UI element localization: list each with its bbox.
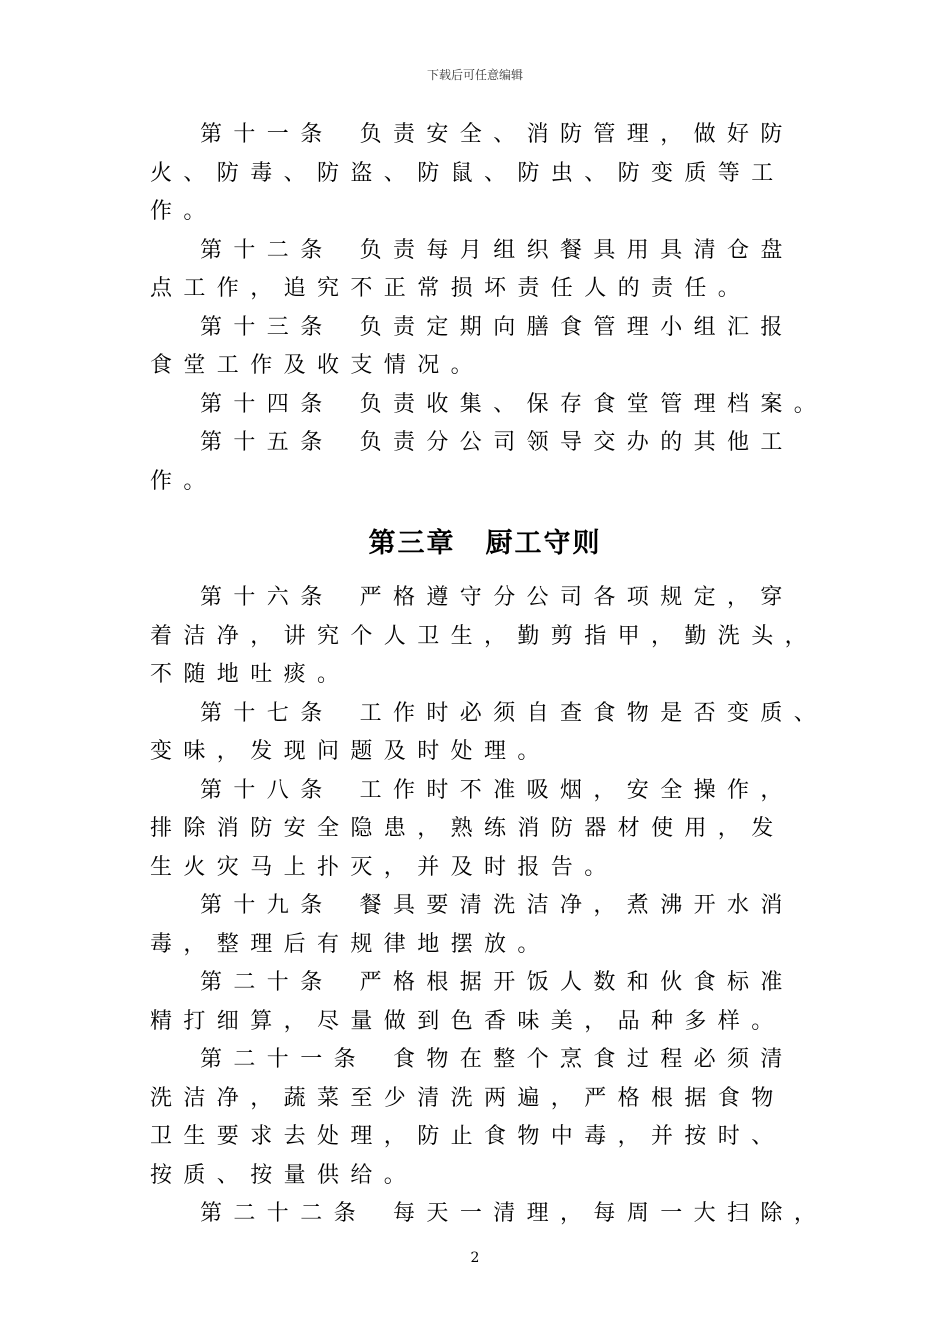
article-text: 作。 <box>150 468 217 494</box>
article-text: 着洁净，讲究个人卫生，勤剪指甲，勤洗头， <box>150 623 819 649</box>
article-number: 第十九条 <box>200 893 334 918</box>
article-text: 不随地吐痰。 <box>150 662 351 687</box>
chapter-number: 第三章 <box>368 528 456 559</box>
article-line <box>150 424 820 463</box>
article-line <box>150 733 820 772</box>
article <box>150 887 820 964</box>
article-line <box>150 887 820 926</box>
article-text: 按质、按量供给。 <box>150 1162 418 1188</box>
article-text: 工作时必须自查食物是否变质、 <box>359 700 828 726</box>
article <box>150 964 820 1041</box>
article-line <box>150 386 828 425</box>
article-line <box>150 656 820 695</box>
article-line <box>150 926 820 965</box>
article-line <box>150 270 820 309</box>
article-text: 点工作，追究不正常损坏责任人的责任。 <box>150 276 752 301</box>
article <box>150 1041 820 1195</box>
article <box>150 695 828 772</box>
article-line <box>150 1003 820 1042</box>
article <box>150 232 820 309</box>
article-line <box>150 964 820 1003</box>
article <box>150 424 820 501</box>
article-text: 卫生要求去处理，防止食物中毒，并按时、 <box>150 1124 785 1149</box>
article-text: 作。 <box>150 199 217 224</box>
article <box>150 772 820 888</box>
article-text: 变味，发现问题及时处理。 <box>150 739 551 764</box>
article-text: 食物在整个烹食过程必须清 <box>393 1047 794 1072</box>
document-body <box>150 116 828 1234</box>
article-line <box>150 232 820 271</box>
article-number: 第十六条 <box>200 585 334 610</box>
article-text: 食堂工作及收支情况。 <box>150 353 485 378</box>
article <box>150 309 820 386</box>
article-line <box>150 1080 820 1119</box>
article-number: 第十五条 <box>200 430 334 455</box>
article-number: 第二十二条 <box>200 1201 368 1226</box>
article-line <box>150 849 820 888</box>
article-line <box>150 1041 820 1080</box>
article-text: 生火灾马上扑灭，并及时报告。 <box>150 854 618 880</box>
article-text: 餐具要清洗洁净，煮沸开水消 <box>359 893 794 918</box>
article <box>150 1195 828 1234</box>
article-text: 排除消防安全隐患，熟练消防器材使用，发 <box>150 816 785 841</box>
article-line <box>150 1118 820 1157</box>
article-text: 精打细算，尽量做到色香味美，品种多样。 <box>150 1008 785 1034</box>
article-number: 第二十一条 <box>200 1047 368 1072</box>
chapter-title: 厨工守则 <box>485 528 602 559</box>
article-text: 负责每月组织餐具用具清仓盘 <box>359 237 794 263</box>
article-list-top <box>150 116 828 501</box>
article-line <box>150 618 820 657</box>
article-line <box>150 772 820 811</box>
article-line <box>150 309 820 348</box>
article-number: 第十二条 <box>200 237 334 263</box>
article-number: 第十一条 <box>200 122 334 147</box>
article-line <box>150 463 820 502</box>
article-text: 严格根据开饭人数和伙食标准 <box>359 970 794 995</box>
article-number: 第二十条 <box>200 970 334 995</box>
article-number: 第十四条 <box>200 391 334 417</box>
article-text: 洗洁净，蔬菜至少清洗两遍，严格根据食物 <box>150 1085 785 1111</box>
article-number: 第十八条 <box>200 777 334 803</box>
article-line <box>150 810 820 849</box>
article-text: 毒，整理后有规律地摆放。 <box>150 931 551 957</box>
article-number: 第十三条 <box>200 314 334 340</box>
page-number: 2 <box>470 1250 480 1266</box>
article <box>150 116 820 232</box>
article-line <box>150 155 820 194</box>
article-list-bottom <box>150 579 828 1234</box>
article-text: 严格遵守分公司各项规定，穿 <box>359 585 794 610</box>
article-text: 负责分公司领导交办的其他工 <box>359 430 794 455</box>
article-text: 负责安全、消防管理，做好防 <box>359 122 794 147</box>
chapter-heading <box>150 501 820 579</box>
article-line <box>150 193 820 232</box>
article-line <box>150 347 820 386</box>
article-text: 负责定期向膳食管理小组汇报 <box>359 314 794 340</box>
article-number: 第十七条 <box>200 700 334 726</box>
article-line <box>150 1195 828 1234</box>
article-line <box>150 116 820 155</box>
article-text: 火、防毒、防盗、防鼠、防虫、防变质等工 <box>150 160 785 186</box>
article-line <box>150 695 828 734</box>
article-line <box>150 579 820 618</box>
header-note: 下载后可任意编辑 <box>426 68 523 82</box>
article-text: 每天一清理，每周一大扫除， <box>393 1201 828 1226</box>
article-text: 工作时不准吸烟，安全操作， <box>359 777 794 803</box>
article <box>150 386 828 425</box>
article <box>150 579 820 695</box>
article-line <box>150 1157 820 1196</box>
article-text: 负责收集、保存食堂管理档案。 <box>359 391 828 417</box>
